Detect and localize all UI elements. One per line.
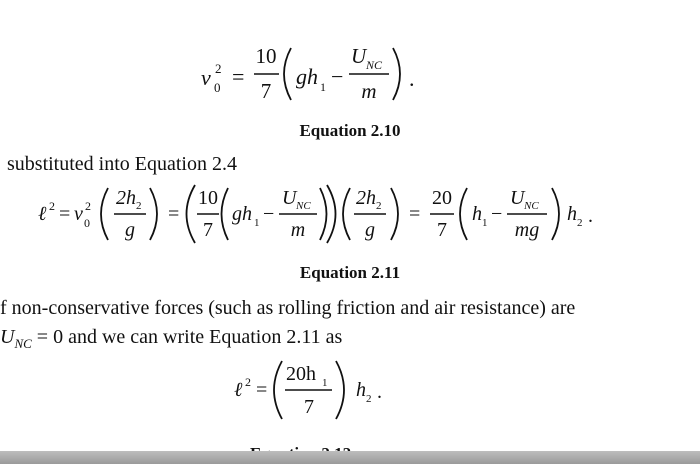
- eq211-v-sub: 0: [84, 216, 90, 230]
- eq211-coef2-num: 20: [432, 187, 452, 209]
- eqf-frac-num-digits: [286, 363, 316, 385]
- eq211-frac1-den: g: [125, 219, 135, 241]
- eqf-equals: =: [256, 379, 268, 401]
- eq211-paren-4-right: [391, 188, 398, 240]
- eq211-paren-1-left: [101, 188, 108, 240]
- eqf-lhs-sup: 2: [245, 375, 251, 389]
- eq211-u-num-sub: NC: [296, 200, 311, 212]
- eq210-lhs-sup: 2: [215, 61, 222, 76]
- eq211-v-var: v: [74, 203, 83, 225]
- eq211-u2-num: U: [510, 187, 525, 209]
- eq211-paren-2-left: [187, 185, 196, 243]
- eqf-lhs: ℓ: [234, 379, 243, 401]
- eq211-u2-den: mg: [514, 219, 540, 241]
- eq210-equals: =: [232, 64, 245, 89]
- eqf-frac-num-sub: 1: [322, 377, 328, 389]
- eq211-h1-sub: 1: [482, 217, 488, 229]
- unc-var: U: [0, 326, 15, 348]
- equation-final: [0, 355, 700, 430]
- eq210-tail: .: [409, 66, 415, 91]
- eq211-frac2-num-sub: 2: [376, 200, 382, 212]
- eq211-paren-5-left: [460, 188, 467, 240]
- eq210-coef-num: 10: [255, 44, 277, 68]
- eq211-h2-sub: 2: [577, 217, 583, 229]
- eq211-frac1-num-sub: 2: [136, 200, 142, 212]
- eq210-minus: −: [331, 64, 344, 89]
- eq211-frac2-num: 2h: [356, 187, 376, 209]
- eq210-frac-den: m: [361, 79, 377, 103]
- eq211-term-g: gh: [232, 203, 252, 225]
- eq211-paren-1-right: [150, 188, 157, 240]
- text-substituted: substituted into Equation 2.4: [7, 153, 237, 175]
- eq210-term-g: gh: [296, 64, 318, 89]
- eq211-paren-3-left: [222, 188, 229, 240]
- eq210-term-g-sub: 1: [320, 80, 326, 94]
- text-unc-zero: [0, 326, 342, 352]
- eq210-frac-num-sub: NC: [366, 58, 383, 72]
- eq211-eq1: =: [59, 203, 71, 225]
- eq211-v-sup: 2: [85, 199, 91, 213]
- eqf-frac-num: 20h: [286, 363, 316, 385]
- unc-sub: NC: [14, 336, 32, 351]
- eq211-lhs-sup: 2: [49, 199, 55, 213]
- eq211-tail: .: [588, 205, 593, 227]
- eq211-coef-den: 7: [203, 219, 213, 241]
- eq210-right-paren: [393, 48, 400, 100]
- caption-equation-2-10: Equation 2.10: [299, 121, 401, 140]
- eq211-u2-num-sub: NC: [524, 200, 539, 212]
- text-non-conservative: f non-conservative forces (such as rolling friction and air resistance) are: [0, 297, 576, 319]
- eq210-frac-num: U: [351, 44, 367, 68]
- eqf-frac-den: 7: [304, 396, 314, 418]
- eq211-term-g-sub: 1: [254, 217, 260, 229]
- eq211-paren-2-right: [327, 185, 336, 243]
- equation-2-10: [0, 40, 700, 110]
- eqf-h2-sub: 2: [366, 393, 372, 405]
- eq211-h2: h: [567, 203, 577, 225]
- eq211-frac2-den: g: [365, 219, 375, 241]
- eq210-lhs-var: v: [201, 65, 211, 90]
- eq211-coef2-den: 7: [437, 219, 447, 241]
- bottom-scroll-bar[interactable]: [0, 451, 700, 464]
- eq211-lhs: ℓ: [38, 203, 47, 225]
- eq211-paren-3-right: [320, 188, 327, 240]
- unc-rest: = 0 and we can write Equation 2.11 as: [31, 326, 343, 348]
- eqf-left-paren: [274, 361, 282, 419]
- eq210-left-paren: [284, 48, 291, 100]
- eq211-h1: h: [472, 203, 482, 225]
- eq211-eq3: =: [409, 203, 421, 225]
- eq211-coef-num: 10: [198, 187, 218, 209]
- equation-2-11: [0, 182, 700, 252]
- eq210-lhs-sub: 0: [214, 80, 221, 95]
- eq211-paren-4-left: [343, 188, 350, 240]
- eq210-coef-den: 7: [260, 79, 272, 103]
- eq211-eq2: =: [168, 203, 180, 225]
- eq211-minus-1: −: [263, 203, 275, 225]
- eqf-tail: .: [377, 381, 382, 403]
- eqf-right-paren: [336, 361, 344, 419]
- caption-equation-2-11: Equation 2.11: [299, 263, 401, 282]
- eq211-paren-5-right: [552, 188, 559, 240]
- eq211-minus-2: −: [491, 203, 503, 225]
- eq211-frac1-num: 2h: [116, 187, 136, 209]
- eq211-u-den: m: [290, 219, 306, 241]
- eq211-u-num: U: [282, 187, 297, 209]
- eqf-h2: h: [356, 379, 366, 401]
